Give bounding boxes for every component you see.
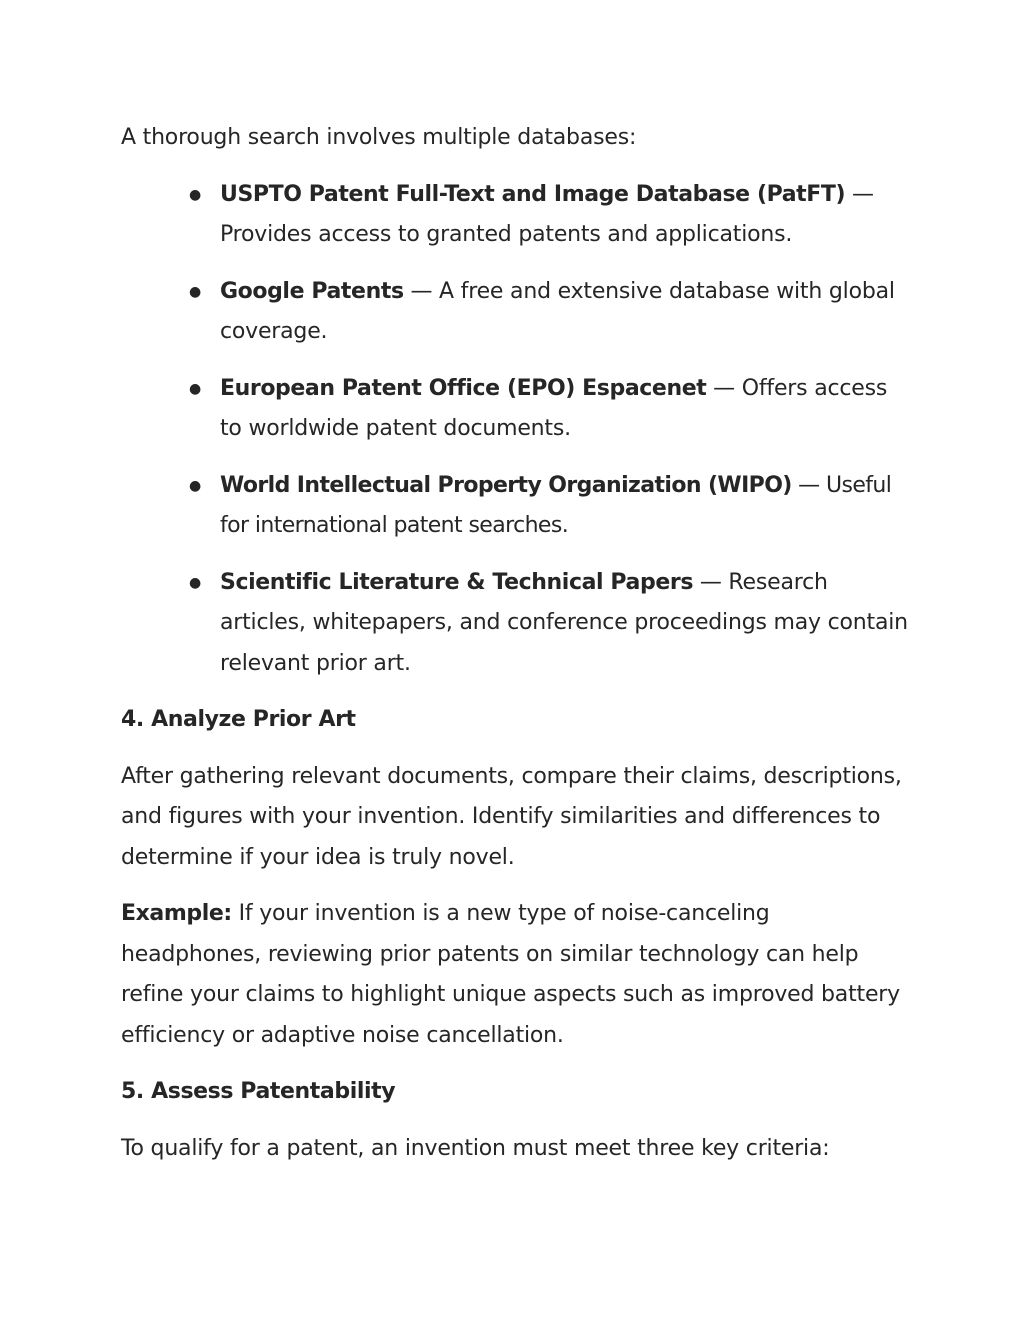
database-list (121, 175, 911, 685)
database-description: — Useful for international patent searches. (220, 472, 892, 538)
database-name: World Intellectual Property Organization (WIPO) (220, 472, 792, 498)
list-item (189, 369, 911, 450)
intro-paragraph: A thorough search involves multiple databases: (121, 125, 637, 150)
list-item (189, 563, 911, 685)
bullet-icon: ● (189, 380, 202, 397)
database-description: — A free and extensive database with global coverage. (220, 278, 895, 344)
example-label: Example: (121, 901, 232, 926)
document-content (121, 118, 911, 1185)
list-item (189, 272, 911, 353)
section-heading-assess: 5. Assess Patentability (121, 1079, 396, 1104)
list-item (189, 175, 911, 256)
database-name: Google Patents (220, 278, 404, 304)
database-name: European Patent Office (EPO) Espacenet (220, 375, 707, 401)
assess-paragraph: To qualify for a patent, an invention must meet three key criteria: (121, 1135, 830, 1161)
database-description: — Research articles, whitepapers, and conference proceedings may contain relevant prior art. (220, 569, 908, 676)
example-paragraph (121, 894, 911, 1056)
bullet-icon: ● (189, 283, 202, 300)
analyze-paragraph: After gathering relevant documents, compare their claims, descriptions, and figures with your invention. Identify similarities and differences to determine if your idea is truly novel. (121, 763, 902, 870)
list-item (189, 466, 911, 547)
database-name: USPTO Patent Full-Text and Image Database (PatFT) (220, 181, 846, 207)
bullet-icon: ● (189, 574, 202, 591)
section-heading-analyze: 4. Analyze Prior Art (121, 707, 356, 732)
database-name: Scientific Literature & Technical Papers (220, 569, 694, 595)
bullet-icon: ● (189, 477, 202, 494)
database-description: — Provides access to granted patents and applications. (220, 181, 874, 247)
bullet-icon: ● (189, 186, 202, 203)
database-description: — Offers access to worldwide patent documents. (220, 375, 888, 441)
example-text: If your invention is a new type of noise-canceling headphones, reviewing prior patents on similar technology can help refine your claims to highlight unique aspects such as improved battery efficiency or adaptive noise cancellation. (121, 901, 900, 1048)
